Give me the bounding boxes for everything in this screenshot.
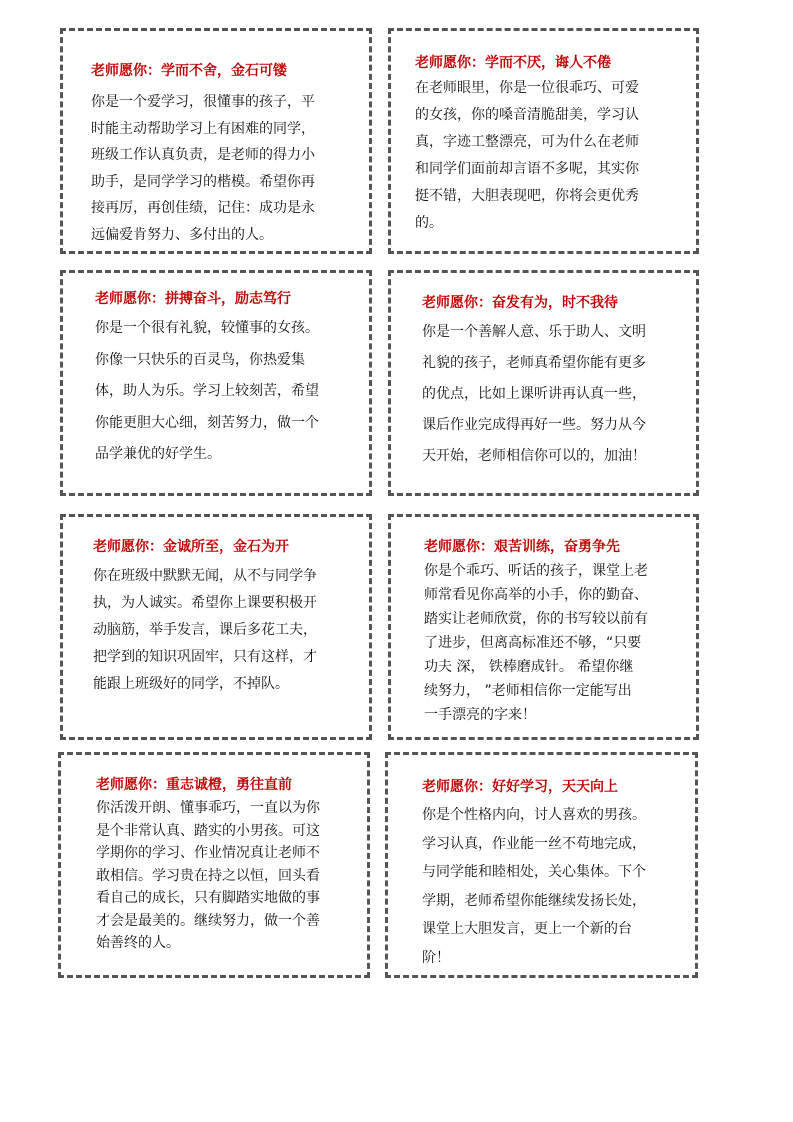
card-line: 班级工作认真负责，是老师的得力小: [91, 147, 315, 163]
card-line: 和同学们面前却言语不多呢，其实你: [415, 161, 639, 177]
card-line: 真，字迹工整漂亮，可为什么在老师: [415, 134, 639, 150]
card-line: 的。: [415, 215, 443, 231]
card-line: 接再厉，再创佳绩，记住：成功是永: [91, 200, 315, 216]
card-line: 挺不错，大胆表现吧，你将会更优秀: [415, 188, 639, 204]
card-line: 你在班级中默默无闻，从不与同学争: [93, 568, 317, 584]
card-line: 师常看见你高举的小手，你的勤奋、: [424, 587, 648, 603]
card-line: 你是个性格内向，讨人喜欢的男孩。: [422, 807, 646, 823]
comment-card: [60, 514, 372, 740]
card-line: 执，为人诚实。希望你上课要积极开: [93, 595, 317, 611]
card-line: 与同学能和睦相处，关心集体。下个: [422, 864, 646, 880]
card-line: 你活泼开朗、懂事乖巧，一直以为你: [96, 800, 320, 816]
card-line: 把学到的知识巩固牢，只有这样，才: [93, 649, 317, 665]
card-line: 学期你的学习、作业情况真让老师不: [96, 845, 320, 861]
card-body: [415, 75, 639, 237]
comment-card: [60, 28, 372, 254]
card-title: 老师愿你：拼搏奋斗，励志笃行: [95, 291, 291, 307]
card-line: 品学兼优的好学生。: [95, 446, 221, 462]
card-line: 你是一个很有礼貌，较懂事的女孩。: [95, 320, 319, 336]
card-line: 学习认真，作业能一丝不苟地完成，: [422, 835, 646, 852]
card-line: 你是个乖巧、听话的孩子，课堂上老: [424, 563, 648, 579]
card-body: [422, 317, 646, 472]
card-body: [96, 797, 320, 955]
card-body: [424, 559, 648, 727]
card-line: 时能主动帮助学习上有困难的同学，: [91, 120, 315, 137]
card-line: 功夫 深， 铁棒磨成针。 希望你继: [424, 659, 634, 675]
card-body: [422, 801, 646, 972]
card-line: 你是一个爱学习，很懂事的孩子，平: [91, 94, 315, 110]
card-line: 敢相信。学习贵在持之以恒，回头看: [96, 867, 320, 884]
card-line: 始善终的人。: [96, 935, 180, 951]
card-title: 老师愿你：金诚所至，金石为开: [93, 539, 289, 555]
card-line: 你能更胆大心细，刻苦努力，做一个: [95, 414, 319, 431]
card-title: 老师愿你：艰苦训练，奋勇争先: [424, 539, 620, 555]
card-line: 礼貌的孩子，老师真希望你能有更多: [422, 355, 646, 371]
comment-card: [58, 752, 370, 978]
card-line: 课后作业完成得再好一些。努力从今: [422, 417, 646, 433]
card-line: 续努力， ”老师相信你一定能写出: [424, 683, 632, 699]
card-line: 体，助人为乐。学习上较刻苦，希望: [95, 383, 319, 399]
card-line: 动脑筋，举手发言，课后多花工夫，: [93, 622, 317, 638]
card-line: 的女孩，你的嗓音清脆甜美，学习认: [415, 107, 639, 123]
card-title: 老师愿你：学而不舍，金石可镂: [91, 63, 287, 79]
comment-card: [60, 270, 372, 496]
card-line: 才会是最美的。继续努力，做一个善: [96, 912, 320, 929]
comment-card: [388, 28, 699, 254]
card-line: 你像一只快乐的百灵鸟，你热爱集: [95, 351, 305, 368]
card-line: 天开始，老师相信你可以的，加油！: [422, 448, 646, 464]
card-body: [91, 89, 315, 248]
card-line: 能跟上班级好的同学，不掉队。: [93, 676, 289, 692]
card-line: 远偏爱肯努力、多付出的人。: [91, 226, 273, 243]
card-line: 助手，是同学学习的楷模。希望你再: [91, 173, 315, 190]
comment-card: [388, 270, 699, 496]
card-body: [93, 563, 317, 698]
comment-card: [385, 752, 698, 978]
card-line: 的优点，比如上课听讲再认真一些，: [422, 386, 646, 402]
card-line: 踏实让老师欣赏，你的书写较以前有: [424, 611, 648, 627]
card-line: 阶！: [422, 949, 450, 966]
card-line: 在老师眼里，你是一位很乖巧、可爱: [415, 80, 639, 96]
card-line: 了进步，但离高标准还不够，“只要: [424, 635, 642, 651]
card-title: 老师愿你：好好学习，天天向上: [422, 779, 618, 795]
card-line: 一手漂亮的字来！: [424, 707, 536, 723]
card-line: 看自己的成长，只有脚踏实地做的事: [96, 890, 320, 906]
card-line: 学期，老师希望你能继续发扬长处，: [422, 892, 646, 909]
card-title: 老师愿你：重志诚橙，勇往直前: [96, 777, 292, 793]
card-title: 老师愿你：奋发有为，时不我待: [422, 295, 618, 311]
card-line: 课堂上大胆发言，更上一个新的台: [422, 921, 632, 937]
card-line: 是个非常认真、踏实的小男孩。可这: [96, 822, 320, 839]
card-line: 你是一个善解人意、乐于助人、文明: [422, 324, 646, 340]
card-title: 老师愿你：学而不厌，诲人不倦: [415, 55, 611, 71]
card-body: [95, 313, 319, 471]
comment-card: [388, 514, 699, 740]
